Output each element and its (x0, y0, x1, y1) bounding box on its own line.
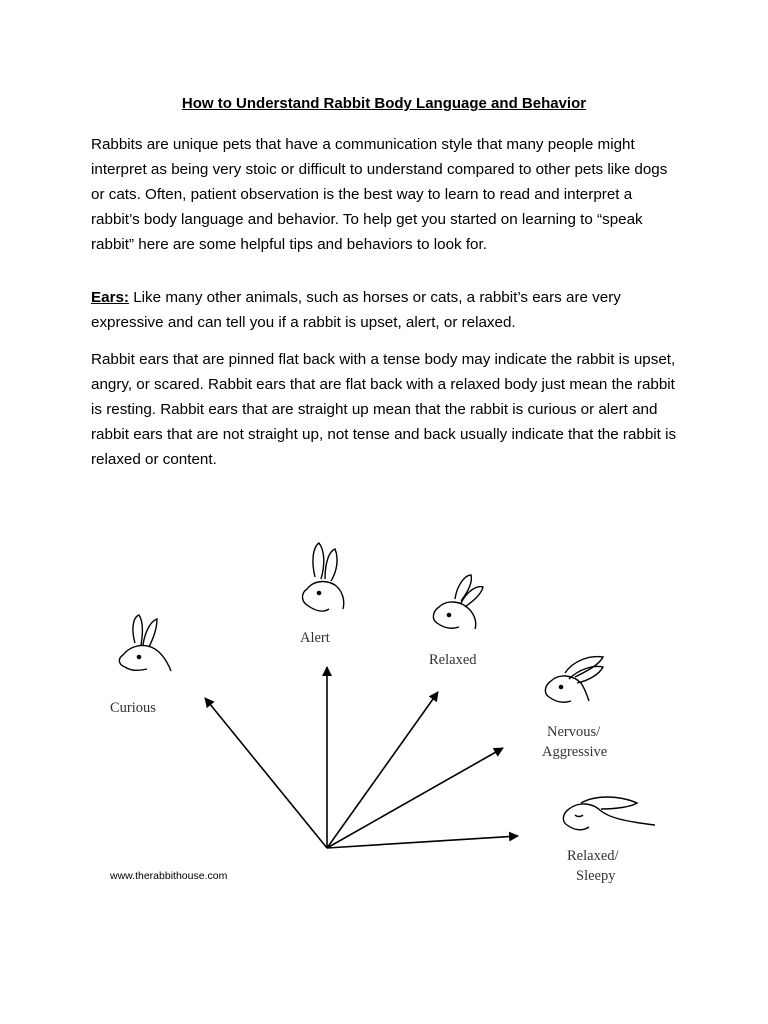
arrow-relaxed (327, 692, 438, 848)
arrows (205, 667, 518, 848)
arrow-curious (205, 698, 327, 848)
label-sleepy-line2: Sleepy (576, 868, 616, 884)
page-title: How to Understand Rabbit Body Language and Behavior (181, 95, 587, 112)
label-sleepy-line1: Relaxed/ (567, 848, 619, 864)
relaxed-rabbit-icon (433, 575, 483, 629)
ears-text: Like many other animals, such as horses or cats, a rabbit’s ears are very expressive and can tell you if a rabbit is upset, alert, or relaxed. (91, 289, 621, 331)
ear-position-diagram (95, 535, 675, 895)
label-relaxed: Relaxed (429, 652, 477, 668)
arrow-sleepy (327, 836, 518, 848)
intro-paragraph: Rabbits are unique pets that have a communication style that many people might interpret as being very stoic or difficult to understand compared to other pets like dogs or cats. Often, patient observation is the best way to learn to read and interpret a rabbit’s body language and behavior. To help get you started on learning to “speak rabbit” here are some helpful tips and behaviors to look for. (91, 136, 668, 253)
label-curious: Curious (110, 700, 156, 716)
source-credit: www.therabbithouse.com (110, 870, 228, 882)
curious-rabbit-icon (119, 615, 171, 671)
alert-rabbit-icon (303, 543, 344, 611)
nervous-rabbit-icon (545, 657, 603, 703)
ears-detail-paragraph: Rabbit ears that are pinned flat back with a tense body may indicate the rabbit is upset, angry, or scared. Rabbit ears that are flat back with a relaxed body just mean the rabbit is resting. Rabbit ears that are straight up mean that the rabbit is curious or alert and rabbit ears that are not straight up, not tense and back usually indicate that the rabbit is relaxed or content. (91, 351, 677, 468)
label-nervous-line1: Nervous/ (547, 724, 601, 740)
ears-label: Ears: (91, 289, 129, 306)
arrow-nervous (327, 748, 503, 848)
label-alert: Alert (300, 630, 330, 646)
sleepy-rabbit-icon (563, 797, 655, 830)
ears-paragraph (91, 285, 681, 335)
label-nervous-line2: Aggressive (542, 744, 608, 760)
